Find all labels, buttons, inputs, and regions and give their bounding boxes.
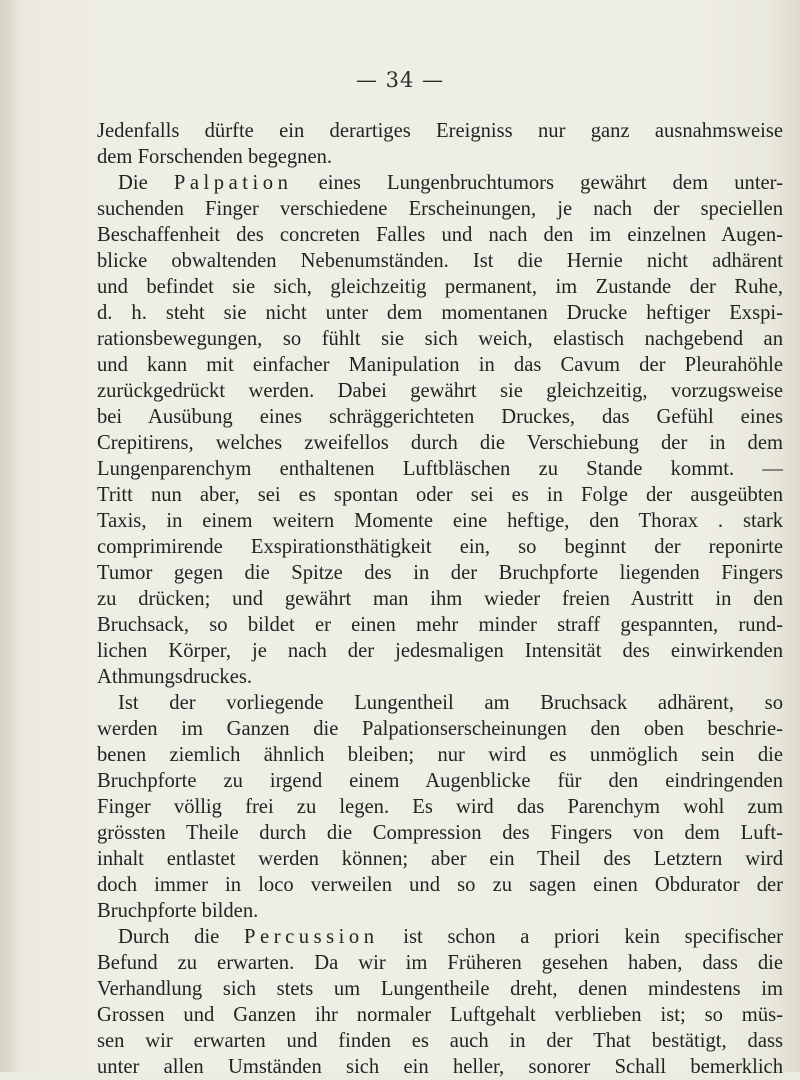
text-line xyxy=(97,1054,783,1080)
text-line xyxy=(97,716,783,742)
text-segment: Ist der vorliegende Lungentheil am Bruchsack adhärent, so xyxy=(118,692,783,714)
text-line xyxy=(97,118,783,144)
text-line xyxy=(97,820,783,846)
text-segment: Befund zu erwarten. Da wir im Früheren gesehen haben, dass die xyxy=(97,952,783,974)
body-text xyxy=(97,118,783,1080)
text-segment: Grossen und Ganzen ihr normaler Luftgehalt verblieben ist; so müs- xyxy=(97,1004,783,1026)
page-gutter-shadow xyxy=(0,0,18,1072)
text-segment: comprimirende Exspirationsthätigkeit ein, so beginnt der reponirte xyxy=(97,536,783,558)
text-line xyxy=(97,664,783,690)
text-segment: blicke obwaltenden Nebenumständen. Ist die Hernie nicht adhärent xyxy=(97,250,783,272)
page-number-header: — 34 — xyxy=(355,68,445,92)
text-segment: dem Forschenden begegnen. xyxy=(97,146,333,168)
spaced-emphasis: Palpation xyxy=(173,172,293,194)
text-segment: und befindet sie sich, gleichzeitig permanent, im Zustande der Ruhe, xyxy=(97,276,783,298)
text-segment: Beschaffenheit des concreten Falles und nach den im einzelnen Augen- xyxy=(97,224,783,246)
text-line xyxy=(97,924,783,950)
text-segment: suchenden Finger verschiedene Erscheinungen, je nach der speciellen xyxy=(97,198,783,220)
text-segment: Athmungsdruckes. xyxy=(97,666,253,688)
text-line xyxy=(97,326,783,352)
text-line xyxy=(97,534,783,560)
text-line xyxy=(97,898,783,924)
text-line xyxy=(97,794,783,820)
text-segment: Durch die xyxy=(118,926,245,948)
text-line xyxy=(97,482,783,508)
text-segment: benen ziemlich ähnlich bleiben; nur wird es unmöglich sein die xyxy=(97,744,783,766)
text-segment: Taxis, in einem weitern Momente eine heftige, den Thorax . stark xyxy=(97,510,783,532)
text-line xyxy=(97,170,783,196)
text-line xyxy=(97,846,783,872)
text-segment: Die xyxy=(118,172,174,194)
text-segment: Crepitirens, welches zweifellos durch die Verschiebung der in dem xyxy=(97,432,783,454)
text-segment: unter allen Umständen sich ein heller, sonorer Schall bemerklich xyxy=(97,1056,783,1078)
text-line xyxy=(97,300,783,326)
text-segment: zurückgedrückt werden. Dabei gewährt sie gleichzeitig, vorzugsweise xyxy=(97,380,783,402)
text-segment: und kann mit einfacher Manipulation in das Cavum der Pleurahöhle xyxy=(97,354,783,376)
text-segment: Lungenparenchym enthaltenen Luftbläschen zu Stande kommt. — xyxy=(97,458,783,480)
text-segment: grössten Theile durch die Compression des Fingers von dem Luft- xyxy=(97,822,783,844)
text-segment: rationsbewegungen, so fühlt sie sich weich, elastisch nachgebend an xyxy=(97,328,783,350)
text-line xyxy=(97,404,783,430)
text-segment: Verhandlung sich stets um Lungentheile dreht, denen mindestens im xyxy=(97,978,783,1000)
text-segment: zu drücken; und gewährt man ihm wieder freien Austritt in den xyxy=(97,588,783,610)
text-line xyxy=(97,1028,783,1054)
text-line xyxy=(97,196,783,222)
text-line xyxy=(97,768,783,794)
text-segment: sen wir erwarten und finden es auch in der That bestätigt, dass xyxy=(97,1030,783,1052)
text-line xyxy=(97,456,783,482)
text-segment: Bruchpforte bilden. xyxy=(97,900,259,922)
text-segment: bei Ausübung eines schräggerichteten Druckes, das Gefühl eines xyxy=(97,406,783,428)
text-segment: eines Lungenbruchtumors gewährt dem unter- xyxy=(292,172,783,194)
text-segment: doch immer in loco verweilen und so zu sagen einen Obdurator der xyxy=(97,874,783,896)
text-line xyxy=(97,274,783,300)
text-line xyxy=(97,872,783,898)
text-segment: inhalt entlastet werden können; aber ein Theil des Letztern wird xyxy=(97,848,783,870)
text-segment: werden im Ganzen die Palpationserscheinungen den oben beschrie- xyxy=(97,718,783,740)
text-line xyxy=(97,248,783,274)
text-line xyxy=(97,144,783,170)
text-line xyxy=(97,222,783,248)
text-line xyxy=(97,976,783,1002)
text-line xyxy=(97,950,783,976)
text-segment: Tumor gegen die Spitze des in der Bruchpforte liegenden Fingers xyxy=(97,562,783,584)
text-line xyxy=(97,638,783,664)
text-segment: Bruchpforte zu irgend einem Augenblicke für den eindringenden xyxy=(97,770,783,792)
text-line xyxy=(97,378,783,404)
text-segment: Bruchsack, so bildet er einen mehr minder straff gespannten, rund- xyxy=(97,614,783,636)
text-line xyxy=(97,352,783,378)
text-line xyxy=(97,612,783,638)
text-segment: Tritt nun aber, sei es spontan oder sei es in Folge der ausgeübten xyxy=(97,484,783,506)
text-segment: ist schon a priori kein specifischer xyxy=(378,926,783,948)
text-line xyxy=(97,742,783,768)
text-segment: Finger völlig frei zu legen. Es wird das Parenchym wohl zum xyxy=(97,796,783,818)
text-line xyxy=(97,1002,783,1028)
text-segment: lichen Körper, je nach der jedesmaligen Intensität des einwirkenden xyxy=(97,640,783,662)
text-segment: d. h. steht sie nicht unter dem momentanen Drucke heftiger Exspi- xyxy=(97,302,783,324)
text-line xyxy=(97,586,783,612)
text-line xyxy=(97,560,783,586)
text-line xyxy=(97,430,783,456)
spaced-emphasis: Percussion xyxy=(244,926,379,948)
text-line xyxy=(97,508,783,534)
text-line xyxy=(97,690,783,716)
text-segment: Jedenfalls dürfte ein derartiges Ereigniss nur ganz ausnahmsweise xyxy=(97,120,783,142)
